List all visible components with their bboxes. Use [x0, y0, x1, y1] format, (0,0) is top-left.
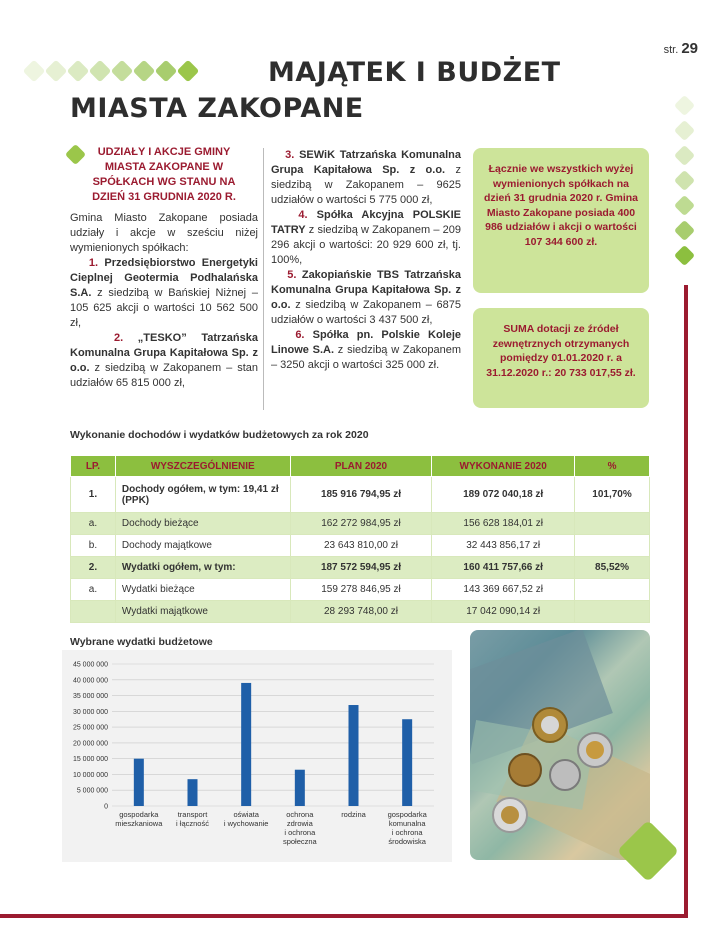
bar	[402, 719, 412, 806]
table-row	[71, 477, 650, 513]
header-plan: PLAN 2020	[290, 456, 432, 477]
cell-plan: 187 572 594,95 zł	[290, 557, 432, 579]
shares-column-left	[70, 145, 258, 391]
cell-plan: 185 916 794,95 zł	[290, 477, 432, 513]
bar	[241, 683, 251, 806]
cell-plan: 23 643 810,00 zł	[290, 535, 432, 557]
y-tick-label: 45 000 000	[72, 661, 108, 669]
cell-lp: a.	[71, 513, 116, 535]
header-description: WYSZCZEGÓLNIENIE	[115, 456, 290, 477]
expenses-bar-chart	[62, 650, 452, 862]
cell-pct	[575, 579, 650, 601]
budget-table-title: Wykonanie dochodów i wydatków budżetowych za rok 2020	[70, 429, 369, 441]
cell-exec: 156 628 184,01 zł	[432, 513, 575, 535]
company-item: 4. Spółka Akcyjna POLSKIE TATRY z siedzibą w Zakopanem – 209 296 akcji o wartości: 20 929 600 zł, tj. 100%,	[271, 209, 462, 266]
x-tick-label: komunalna	[388, 819, 426, 828]
section-intro: Gmina Miasto Zakopane posiada udziały i akcje w sześciu niżej wymienionych spółkach:	[70, 212, 258, 254]
cell-lp: 1.	[71, 477, 116, 513]
y-tick-label: 15 000 000	[72, 756, 108, 764]
cell-plan: 159 278 846,95 zł	[290, 579, 432, 601]
table-row	[71, 557, 650, 579]
cell-exec: 17 042 090,14 zł	[432, 601, 575, 623]
cell-pct	[575, 535, 650, 557]
cell-name: Wydatki ogółem, w tym:	[115, 557, 290, 579]
x-tick-label: ochrona	[286, 810, 314, 819]
header-lp: LP.	[71, 456, 116, 477]
table-row	[71, 579, 650, 601]
cell-exec: 32 443 856,17 zł	[432, 535, 575, 557]
cell-exec: 143 369 667,52 zł	[432, 579, 575, 601]
cell-plan: 162 272 984,95 zł	[290, 513, 432, 535]
company-item: 5. Zakopiańskie TBS Tatrzańska Komunalna Grupa Kapitałowa Sp. z o.o. z siedzibą w Zakopanem – 6875 udziałów o wartości 3 437 500 zł,	[271, 269, 462, 326]
x-tick-label: zdrowia	[286, 819, 313, 828]
page-number: str. 29	[663, 40, 698, 57]
bar	[349, 705, 359, 806]
x-tick-label: i ochrona	[391, 828, 423, 837]
y-tick-label: 20 000 000	[72, 740, 108, 748]
company-item: 6. Spółka pn. Polskie Koleje Linowe S.A. z siedzibą w Zakopanem – 3250 akcji o wartości 325 000 zł.	[271, 329, 462, 371]
cell-lp: a.	[71, 579, 116, 601]
table-header-row	[71, 456, 650, 477]
cell-exec: 189 072 040,18 zł	[432, 477, 575, 513]
y-tick-label: 30 000 000	[72, 708, 108, 716]
cell-name: Dochody bieżące	[115, 513, 290, 535]
cell-lp	[71, 601, 116, 623]
heading-diamond-icon	[65, 144, 86, 165]
company-item: 2. „TESKO” Tatrzańska Komunalna Grupa Kapitałowa Sp. z o.o. z siedzibą w Zakopanem – stan udziałów 65 815 000 zł,	[70, 332, 258, 389]
company-item: 1. Przedsiębiorstwo Energetyki Cieplnej Geotermia Podhalańska S.A. z siedzibą w Bańskiej Niżnej – 105 625 akcji o wartości 10 562 500 zł,	[70, 257, 258, 329]
column-divider	[263, 148, 264, 410]
cell-pct	[575, 513, 650, 535]
y-tick-label: 35 000 000	[72, 693, 108, 701]
cell-name: Dochody majątkowe	[115, 535, 290, 557]
cell-plan: 28 293 748,00 zł	[290, 601, 432, 623]
x-tick-label: i wychowanie	[223, 819, 269, 828]
x-tick-label: oświata	[233, 810, 259, 819]
coins-image	[470, 630, 650, 860]
x-tick-label: rodzina	[341, 810, 366, 819]
decorative-dots-column	[677, 98, 692, 263]
table-row	[71, 513, 650, 535]
x-tick-label: gospodarka	[387, 810, 427, 819]
company-item: 3. SEWiK Tatrzańska Komunalna Grupa Kapitałowa Sp. z o.o. z siedzibą w Zakopanem – 9625 udziałów o wartości 5 775 000 zł,	[271, 149, 461, 206]
y-tick-label: 25 000 000	[72, 724, 108, 732]
chart-title: Wybrane wydatki budżetowe	[70, 636, 213, 648]
cell-exec: 160 411 757,66 zł	[432, 557, 575, 579]
shares-column-right	[271, 148, 461, 373]
x-tick-label: i ochrona	[284, 828, 316, 837]
x-tick-label: mieszkaniowa	[115, 819, 163, 828]
shares-total-box: Łącznie we wszystkich wyżej wymienionych spółkach na dzień 31 grudnia 2020 r. Gmina Miasto Zakopane posiada 400 986 udziałów i akcji o wartości 107 344 600 zł.	[473, 148, 649, 293]
money-photo	[470, 630, 650, 860]
x-tick-label: społeczna	[282, 837, 317, 846]
red-border-horizontal	[0, 914, 688, 918]
table-row	[71, 535, 650, 557]
cell-name: Wydatki bieżące	[115, 579, 290, 601]
y-tick-label: 0	[104, 803, 108, 811]
x-tick-label: środowiska	[388, 837, 426, 846]
cell-lp: b.	[71, 535, 116, 557]
bar	[188, 779, 198, 806]
page-title: MAJĄTEK I BUDŻET MIASTA ZAKOPANE	[70, 57, 561, 124]
cell-name: Wydatki majątkowe	[115, 601, 290, 623]
x-tick-label: i łączność	[176, 819, 209, 828]
bar	[295, 770, 305, 806]
y-tick-label: 5 000 000	[76, 787, 108, 795]
subsidies-box: SUMA dotacji ze źródeł zewnętrznych otrzymanych pomiędzy 01.01.2020 r. a 31.12.2020 r.: 20 733 017,55 zł.	[473, 308, 649, 408]
bar	[134, 759, 144, 806]
section-heading: UDZIAŁY I AKCJE GMINY MIASTA ZAKOPANE W SPÓŁKACH WG STANU NA DZIEŃ 31 GRUDNIA 2020 R.	[70, 145, 258, 205]
cell-pct	[575, 601, 650, 623]
cell-name: Dochody ogółem, w tym: 19,41 zł (PPK)	[115, 477, 290, 513]
budget-table	[70, 455, 650, 623]
header-execution: WYKONANIE 2020	[432, 456, 575, 477]
y-tick-label: 10 000 000	[72, 771, 108, 779]
x-tick-label: transport	[177, 810, 208, 819]
header-percent: %	[575, 456, 650, 477]
y-tick-label: 40 000 000	[72, 677, 108, 685]
cell-lp: 2.	[71, 557, 116, 579]
x-tick-label: gospodarka	[119, 810, 159, 819]
table-row	[71, 601, 650, 623]
red-border-vertical	[684, 285, 688, 917]
cell-pct: 85,52%	[575, 557, 650, 579]
cell-pct: 101,70%	[575, 477, 650, 513]
